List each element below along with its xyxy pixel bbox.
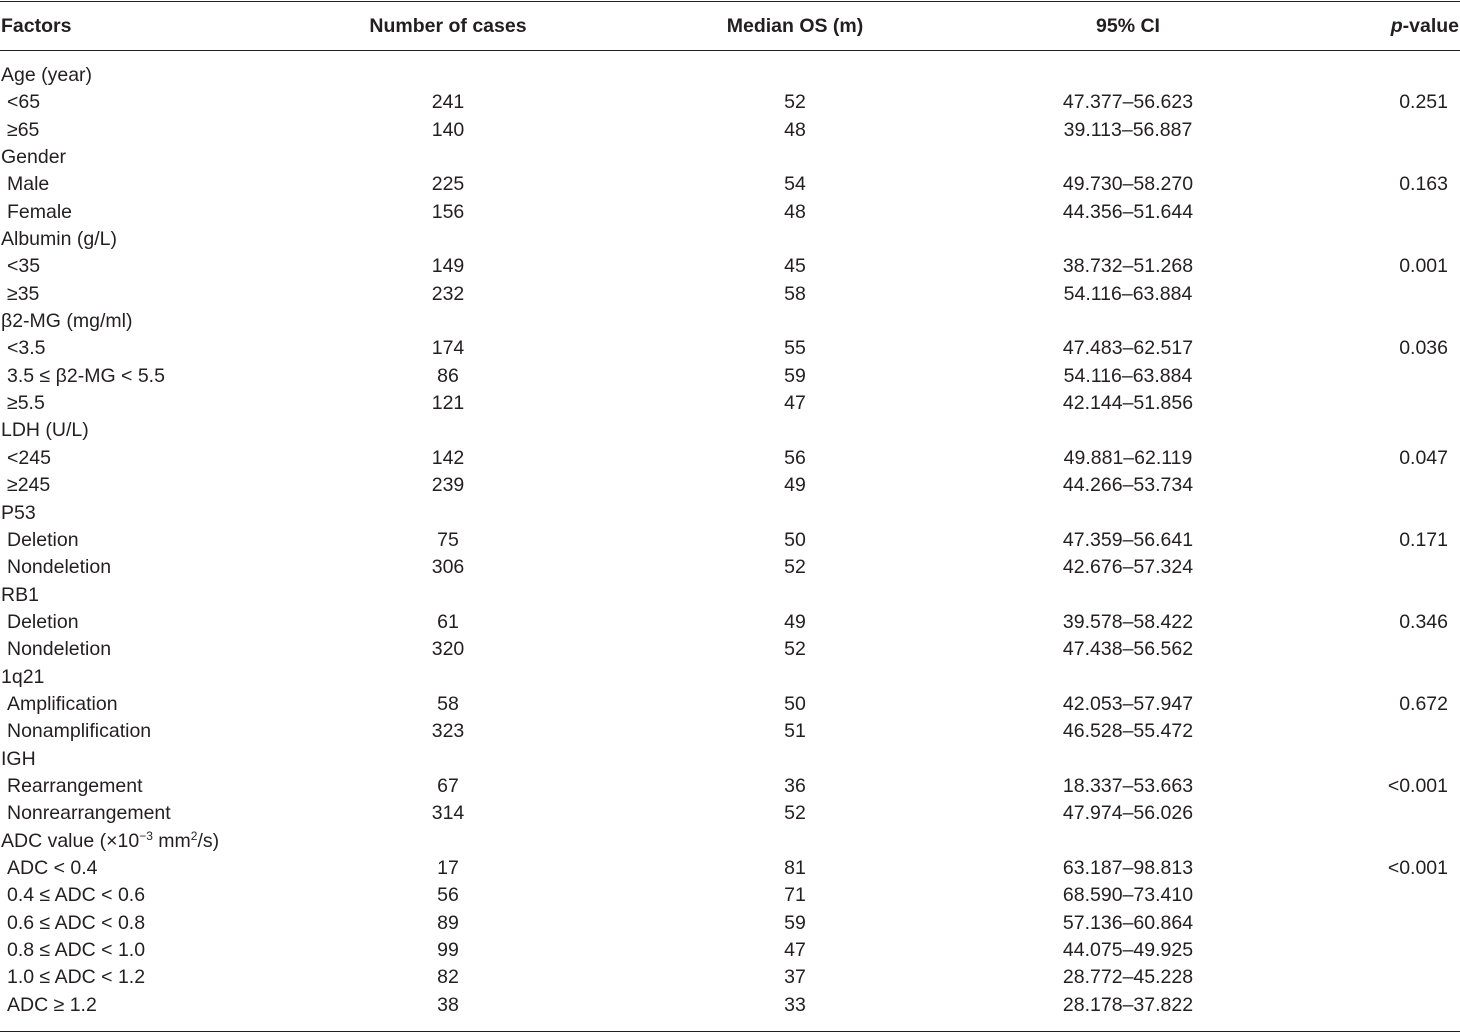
cases-cell: 225 (431, 173, 465, 196)
cases-cell: 89 (437, 911, 459, 934)
header-factors: Factors (1, 15, 72, 37)
ci-cell: 47.974–56.026 (1062, 802, 1194, 825)
ci-cell: 54.116–63.884 (1063, 282, 1193, 305)
table-row (0, 718, 1460, 745)
ci-cell: 47.438–56.562 (1062, 638, 1194, 661)
ci-cell: 18.337–53.663 (1062, 774, 1194, 797)
table-row (0, 335, 1460, 362)
p-value-cell: <0.001 (1387, 774, 1448, 797)
table-row (0, 636, 1460, 663)
p-value-cell: <0.001 (1387, 856, 1448, 879)
ci-cell: 42.676–57.324 (1062, 556, 1194, 579)
ci-cell: 57.136–60.864 (1062, 911, 1194, 934)
median-os-cell: 47 (784, 392, 806, 415)
cases-cell: 142 (431, 446, 465, 469)
p-value-cell: 0.251 (1399, 91, 1448, 114)
table-group-row (0, 500, 1460, 527)
factor-cell: Deletion (7, 528, 79, 551)
table-bottom-rule (0, 1031, 1460, 1032)
factor-cell: Nondeletion (7, 556, 112, 579)
table-row (0, 882, 1460, 909)
ci-cell: 44.356–51.644 (1062, 200, 1194, 223)
factor-cell: Female (7, 200, 73, 223)
header-p-value (1340, 2, 1459, 50)
group-label (1, 828, 219, 855)
factor-cell: ≥5.5 (7, 392, 45, 415)
cases-cell: 232 (431, 282, 465, 305)
ci-cell: 42.144–51.856 (1062, 392, 1194, 415)
ci-cell: 44.266–53.734 (1062, 474, 1194, 497)
median-os-cell: 52 (784, 638, 806, 661)
table-row (0, 855, 1460, 882)
median-os-cell: 47 (784, 939, 806, 961)
factor-cell: Amplification (7, 692, 118, 715)
ci-cell: 47.359–56.641 (1062, 528, 1194, 551)
median-os-cell: 50 (784, 528, 806, 551)
table-row (0, 609, 1460, 636)
group-label: P53 (1, 501, 36, 524)
factor-cell: Nonrearrangement (7, 802, 171, 825)
p-value-cell: 0.001 (1399, 255, 1448, 278)
factor-cell: Nonamplification (7, 720, 152, 743)
table-row (0, 691, 1460, 718)
table-group-row (0, 664, 1460, 691)
factor-cell: <35 (7, 255, 41, 278)
median-os-cell: 51 (784, 720, 806, 743)
median-os-cell: 59 (784, 911, 806, 934)
table-row (0, 445, 1460, 472)
median-os-cell: 37 (784, 966, 806, 989)
median-os-cell: 45 (784, 255, 806, 278)
cases-cell: 86 (437, 364, 459, 387)
cases-cell: 320 (431, 638, 465, 661)
median-os-cell: 33 (784, 993, 806, 1016)
group-label: β2-MG (mg/ml) (1, 310, 133, 333)
factor-superscript-2: 2 (190, 828, 198, 843)
cases-cell: 239 (431, 474, 465, 497)
median-os-cell: 71 (784, 884, 806, 907)
ci-cell: 63.187–98.813 (1062, 856, 1194, 879)
ci-cell: 38.732–51.268 (1062, 255, 1194, 278)
table-group-row (0, 308, 1460, 335)
factor-cell: ≥35 (7, 282, 40, 305)
table-row (0, 117, 1460, 144)
table-body (0, 62, 1460, 1019)
cases-cell: 58 (437, 692, 459, 715)
cases-cell: 67 (437, 774, 459, 797)
factor-cell: ≥245 (7, 474, 51, 497)
factor-cell: 1.0 ≤ ADC < 1.2 (7, 966, 146, 989)
factor-superscript: −3 (139, 828, 153, 843)
ci-cell: 44.075–49.925 (1062, 939, 1194, 961)
ci-cell: 39.578–58.422 (1062, 610, 1194, 633)
group-label: Age (year) (1, 64, 93, 86)
median-os-cell: 52 (784, 91, 806, 114)
ci-cell: 39.113–56.887 (1063, 118, 1193, 141)
group-label: RB1 (1, 583, 39, 606)
median-os-cell: 81 (784, 856, 806, 879)
factor-cell: ADC < 0.4 (7, 856, 98, 879)
table-row (0, 527, 1460, 554)
header-p-italic: p (1390, 15, 1403, 37)
cases-cell: 314 (431, 802, 465, 825)
factor-cell: 0.6 ≤ ADC < 0.8 (7, 911, 146, 934)
cases-cell: 149 (431, 255, 465, 278)
table-row (0, 992, 1460, 1019)
ci-cell: 47.483–62.517 (1062, 337, 1194, 360)
table-group-row (0, 417, 1460, 444)
median-os-cell: 48 (784, 118, 806, 141)
median-os-cell: 36 (784, 774, 806, 797)
table-group-row (0, 226, 1460, 253)
factor-cell: 0.8 ≤ ADC < 1.0 (7, 939, 146, 961)
factor-cell: Deletion (7, 610, 79, 633)
p-value-cell: 0.036 (1399, 337, 1448, 360)
group-label: Gender (1, 146, 67, 169)
ci-cell: 28.178–37.822 (1062, 993, 1194, 1016)
table-row (0, 171, 1460, 198)
table-group-row (0, 582, 1460, 609)
table-group-row (0, 828, 1460, 855)
median-os-cell: 49 (784, 610, 806, 633)
median-os-cell: 52 (784, 802, 806, 825)
p-value-cell: 0.346 (1399, 610, 1448, 633)
factor-text: ADC value (×10 (1, 829, 140, 852)
table-header-rule (0, 50, 1460, 51)
table-row (0, 281, 1460, 308)
group-label: Albumin (g/L) (1, 228, 117, 251)
factor-cell: 0.4 ≤ ADC < 0.6 (7, 884, 146, 907)
table-row (0, 800, 1460, 827)
factor-cell: Rearrangement (7, 774, 143, 797)
ci-cell: 54.116–63.884 (1063, 364, 1193, 387)
median-os-cell: 55 (784, 337, 806, 360)
cases-cell: 323 (431, 720, 465, 743)
cases-cell: 61 (437, 610, 459, 633)
ci-cell: 28.772–45.228 (1062, 966, 1194, 989)
table-row (0, 773, 1460, 800)
cases-cell: 140 (431, 118, 465, 141)
cases-cell: 241 (431, 91, 465, 114)
header-p-rest: -value (1402, 15, 1459, 37)
median-os-cell: 48 (784, 200, 806, 223)
cases-cell: 38 (437, 993, 459, 1016)
table-row (0, 554, 1460, 581)
table-row (0, 937, 1460, 964)
factor-cell: ≥65 (7, 118, 40, 141)
header-ci: 95% CI (1096, 15, 1160, 37)
factor-cell: <3.5 (7, 337, 46, 360)
median-os-cell: 52 (784, 556, 806, 579)
median-os-cell: 59 (784, 364, 806, 387)
header-number-of-cases: Number of cases (369, 15, 527, 37)
table-row (0, 472, 1460, 499)
table-row (0, 253, 1460, 280)
ci-cell: 49.730–58.270 (1062, 173, 1194, 196)
factor-cell: <245 (7, 446, 51, 469)
group-label: IGH (1, 747, 36, 770)
cases-cell: 156 (431, 200, 465, 223)
table-header-row (0, 2, 1460, 50)
p-value-cell: 0.163 (1399, 173, 1448, 196)
p-value-cell: 0.171 (1399, 528, 1448, 551)
cases-cell: 121 (431, 392, 465, 415)
table-group-row (0, 144, 1460, 171)
cases-cell: 56 (437, 884, 459, 907)
factor-cell: ADC ≥ 1.2 (7, 993, 97, 1016)
median-os-cell: 56 (784, 446, 806, 469)
table-row (0, 910, 1460, 937)
p-value-cell: 0.047 (1399, 446, 1448, 469)
cases-cell: 75 (437, 528, 459, 551)
ci-cell: 49.881–62.119 (1063, 446, 1193, 469)
factor-text-mid: mm (152, 829, 191, 852)
factor-text-end: /s) (197, 829, 220, 852)
table-row (0, 964, 1460, 991)
ci-cell: 42.053–57.947 (1062, 692, 1194, 715)
factor-cell: Male (7, 173, 50, 196)
cases-cell: 82 (437, 966, 459, 989)
cases-cell: 99 (437, 939, 459, 961)
table-row (0, 390, 1460, 417)
table-row (0, 199, 1460, 226)
table-row (0, 363, 1460, 390)
table-group-row (0, 62, 1460, 89)
median-os-cell: 58 (784, 282, 806, 305)
ci-cell: 46.528–55.472 (1062, 720, 1194, 743)
factor-cell: <65 (7, 91, 41, 114)
p-value-cell: 0.672 (1399, 692, 1448, 715)
median-os-cell: 50 (784, 692, 806, 715)
group-label: 1q21 (1, 665, 45, 688)
cases-cell: 17 (437, 856, 459, 879)
table-row (0, 89, 1460, 116)
group-label: LDH (U/L) (1, 419, 89, 442)
median-os-cell: 54 (784, 173, 806, 196)
table-group-row (0, 746, 1460, 773)
cases-cell: 174 (431, 337, 465, 360)
median-os-cell: 49 (784, 474, 806, 497)
header-median-os: Median OS (m) (726, 15, 864, 37)
cases-cell: 306 (431, 556, 465, 579)
factor-cell: 3.5 ≤ β2-MG < 5.5 (7, 364, 165, 387)
ci-cell: 47.377–56.623 (1062, 91, 1194, 114)
ci-cell: 68.590–73.410 (1062, 884, 1194, 907)
factor-cell: Nondeletion (7, 638, 112, 661)
